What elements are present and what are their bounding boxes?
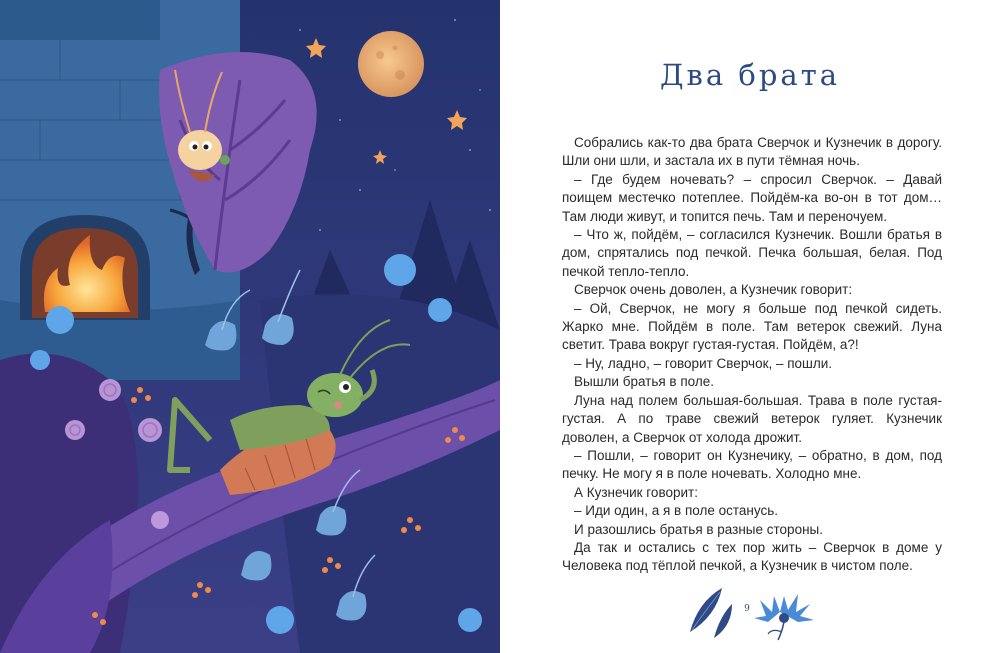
leaf-icon xyxy=(690,588,732,638)
cornflower-icon xyxy=(754,594,814,640)
story-paragraph: Луна над полем большая-большая. Трава в поле густая-густая. А по траве свежий ветерок гуляет. Кузнечик доволен, а Сверчок от холода дрожит. xyxy=(562,392,942,445)
page-number: 9 xyxy=(744,604,750,614)
story-body xyxy=(562,134,942,576)
story-paragraph: – Иди один, а я в поле останусь. xyxy=(574,503,779,519)
story-paragraph: Сверчок очень доволен, а Кузнечик говорит: xyxy=(574,282,853,298)
story-paragraph: Да так и остались с тех пор жить – Сверчок в доме у Человека под тёплой печкой, а Кузнечик в чистом поле. xyxy=(562,539,942,574)
story-paragraph: – Что ж, пойдём, – согласился Кузнечик. Вошли братья в дом, спрятались под печкой. Печка большая, белая. Под печкой тепло-тепло. xyxy=(562,227,942,279)
story-paragraph: – Где будем ночевать? – спросил Сверчок. – Давай поищем местечко потеплее. Пойдём-ка во-он в тот дом… Там люди живут, и топится печь. Там и переночуем. xyxy=(562,171,942,224)
story-title: Два брата xyxy=(659,58,841,92)
story-paragraph: Собрались как-то два брата Сверчок и Кузнечик в дорогу. Шли они шли, и застала их в пути тёмная ночь. xyxy=(562,135,942,169)
story-paragraph: Вышли братья в поле. xyxy=(574,374,715,390)
story-paragraph: А Кузнечик говорит: xyxy=(574,484,698,500)
story-paragraph: – Ой, Сверчок, не могу я больше под печкой сидеть. Жарко мне. Пойдём в поле. Там ветерок свежий. Луна светит. Трава вокруг густая-густая. Пойдём, а?! xyxy=(562,300,942,353)
moon-icon xyxy=(358,31,424,97)
story-paragraph: И разошлись братья в разные стороны. xyxy=(574,521,823,537)
story-paragraph: – Ну, ладно, – говорит Сверчок, – пошли. xyxy=(574,355,833,371)
text-page xyxy=(500,0,1000,653)
story-paragraph: – Пошли, – говорит он Кузнечику, – обратно, в дом, под печку. Не могу я в поле ночевать. Холодно мне. xyxy=(562,447,942,482)
